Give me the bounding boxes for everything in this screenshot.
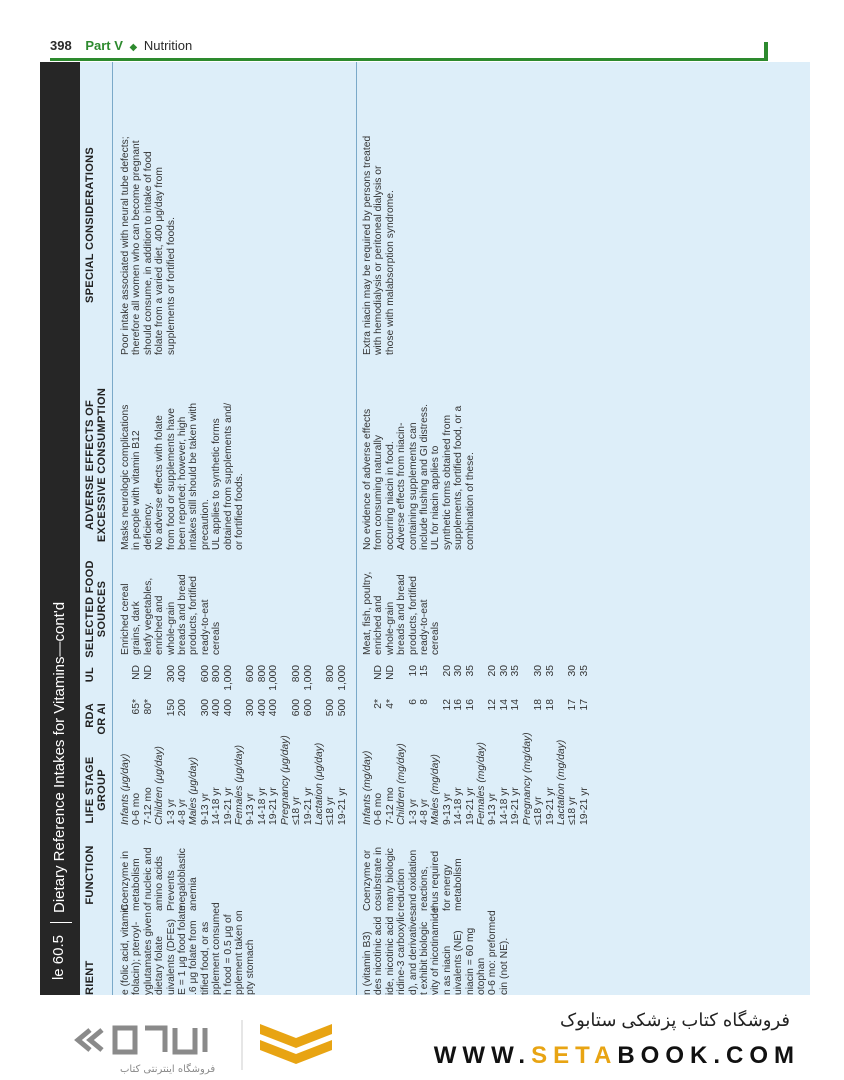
life-stage-label: Infants (μg/day) — [120, 753, 131, 825]
text-line: metabolism — [453, 858, 465, 911]
rotated-table-content — [40, 62, 810, 995]
rda-value: 400 — [268, 699, 280, 717]
table-title-bar — [40, 62, 80, 995]
text-line: 0-6 mo: preformed — [487, 910, 499, 995]
row-divider — [356, 62, 357, 995]
text-line: dietary folate — [154, 936, 166, 995]
text-line: ready-to-eat — [419, 599, 431, 655]
rda-value: 500 — [325, 699, 337, 717]
rda-row — [223, 660, 234, 825]
row1-adverse — [120, 365, 245, 550]
ul-value — [362, 665, 373, 699]
rda-row — [522, 660, 533, 825]
rda-value: 80* — [142, 699, 154, 715]
rda-row — [143, 660, 154, 825]
text-line: occurring niacin in food. — [384, 441, 396, 550]
text-line: yglutamates given — [142, 912, 154, 995]
life-stage-label: 4-8 yr — [419, 798, 431, 825]
text-line: enriched and — [154, 595, 166, 655]
rda-row — [476, 660, 487, 825]
row2-adverse — [362, 365, 476, 550]
rda-row — [291, 660, 302, 825]
rda-value: 300 — [245, 699, 257, 717]
ul-value: ND — [142, 665, 154, 680]
life-stage-label: 14-18 yr — [211, 787, 223, 825]
url-suffix: BOOK.COM — [617, 1042, 800, 1069]
life-stage-label: 19-21 yr — [222, 787, 234, 825]
rda-value: 17 — [578, 699, 590, 711]
row2-function — [362, 833, 465, 911]
life-stage-label: Lactation (mg/day) — [555, 739, 567, 825]
life-stage-label: Lactation (μg/day) — [313, 742, 325, 825]
rda-row — [556, 660, 567, 825]
rda-value — [154, 699, 165, 739]
text-line: ridine-3 carboxylic — [396, 912, 408, 995]
text-line: Meat, fish, poultry, — [362, 571, 373, 655]
text-line: pty stomach — [245, 939, 257, 995]
rda-row — [200, 660, 211, 825]
text-line: ready-to-eat — [199, 599, 211, 655]
row2-food — [362, 555, 442, 655]
rda-row — [408, 660, 419, 825]
life-stage-label: 0-6 mo — [131, 792, 143, 825]
rda-row — [131, 660, 142, 825]
text-line: pplement consumed — [211, 902, 223, 995]
text-line: des nicotinic acid — [373, 916, 385, 995]
text-line: cosubstrate in — [373, 846, 385, 911]
ul-value — [280, 665, 291, 699]
text-line: leafy vegetables, — [142, 577, 154, 655]
life-stage-label: Males (mg/day) — [430, 754, 442, 825]
store-url[interactable] — [430, 1042, 800, 1070]
text-line: uivalents (NE) — [453, 930, 465, 995]
ul-value: 35 — [510, 665, 522, 677]
text-line: Extra niacin may be required by persons treated — [362, 135, 373, 355]
rda-value — [396, 699, 407, 739]
ul-value: 20 — [441, 665, 453, 677]
rda-row — [419, 660, 430, 825]
rda-row — [430, 660, 441, 825]
ul-value: 30 — [498, 665, 510, 677]
text-line: been reported; however, high — [177, 416, 189, 550]
text-line: grains, dark — [131, 601, 143, 655]
life-stage-label: 19-21 yr — [302, 787, 314, 825]
text-line: Masks neurologic complications — [120, 404, 131, 550]
text-line: Prevents — [165, 870, 177, 911]
text-line: amino acids — [154, 856, 166, 911]
col-head-adverse: ADVERSE EFFECTS OF EXCESSIVE CONSUMPTION — [84, 387, 108, 543]
header-rule — [50, 58, 766, 61]
text-line: E = 1 μg food folate — [177, 905, 189, 995]
rda-value: 14 — [510, 699, 522, 711]
life-stage-label: 14-18 yr — [453, 787, 465, 825]
rda-row — [211, 660, 222, 825]
row1-special — [120, 80, 177, 355]
life-stage-label: ≤18 yr — [567, 796, 579, 825]
ul-value — [396, 665, 407, 699]
rda-row — [234, 660, 245, 825]
rda-row — [373, 660, 384, 825]
ul-value: 600 — [245, 665, 257, 683]
rda-value: 400 — [222, 699, 234, 717]
rda-row — [465, 660, 476, 825]
rda-row — [154, 660, 165, 825]
rda-row — [337, 660, 348, 825]
rda-value: 500 — [336, 699, 348, 717]
rda-row — [268, 660, 279, 825]
ul-value — [120, 665, 131, 699]
text-line: folacin); pteroyl- — [131, 921, 143, 995]
part-label: Part V — [85, 38, 123, 53]
life-stage-label: 1-3 yr — [165, 798, 177, 825]
life-stage-label: Children (mg/day) — [396, 743, 408, 825]
table-title: Dietary Reference Intakes for Vitamins—cont'd — [51, 601, 68, 913]
row1-rda-table — [120, 660, 348, 825]
row1-function — [120, 833, 200, 911]
ul-value: 30 — [567, 665, 579, 677]
text-line: cereals — [430, 621, 442, 655]
text-line: thus required — [430, 850, 442, 911]
rda-value: 14 — [498, 699, 510, 711]
text-line: or fortified foods. — [234, 473, 246, 550]
life-stage-label: 9-13 yr — [487, 792, 499, 825]
text-line: metabolism — [131, 858, 143, 911]
rda-value — [430, 699, 441, 739]
ul-value: 300 — [165, 665, 177, 683]
ul-value — [234, 665, 245, 699]
ul-value: 800 — [256, 665, 268, 683]
text-line: Enriched cereal — [120, 583, 131, 655]
text-line: whole-grain — [384, 601, 396, 655]
ul-value: 35 — [464, 665, 476, 677]
text-line: cereals — [211, 621, 223, 655]
ul-value — [188, 665, 199, 699]
text-line: uivalents (DFEs) — [165, 918, 177, 995]
ul-value: 400 — [177, 665, 189, 683]
ul-value: 1,000 — [222, 665, 234, 691]
ul-value — [154, 665, 165, 699]
ul-value: 800 — [211, 665, 223, 683]
rda-row — [188, 660, 199, 825]
row2-rda-table — [362, 660, 590, 825]
text-line: whole-grain — [165, 601, 177, 655]
text-line: breads and bread — [396, 574, 408, 655]
text-line: anemia — [188, 877, 200, 911]
text-line: intakes still should be taken with — [188, 402, 200, 550]
row1-nutrient — [120, 902, 257, 995]
rda-value: 12 — [487, 699, 499, 711]
rda-value: 12 — [441, 699, 453, 711]
rda-row — [453, 660, 464, 825]
text-line: niacin = 60 mg — [464, 927, 476, 995]
text-line: containing supplements can — [407, 422, 419, 550]
rda-row — [396, 660, 407, 825]
rda-value: 300 — [199, 699, 211, 717]
life-stage-label: 19-21 yr — [464, 787, 476, 825]
text-line: .6 μg folate from — [188, 920, 200, 995]
text-line: Poor intake associated with neural tube defects; — [120, 136, 131, 355]
vitamin-table — [40, 62, 810, 995]
text-line: reactions, — [419, 866, 431, 911]
rda-value: 17 — [567, 699, 579, 711]
life-stage-label: Females (mg/day) — [476, 742, 488, 825]
ul-value — [556, 665, 567, 699]
text-line: products, fortified — [188, 576, 200, 655]
rda-value: 65* — [131, 699, 143, 715]
text-line: enriched and — [373, 595, 385, 655]
ul-value: 800 — [291, 665, 303, 683]
ul-value: 30 — [533, 665, 545, 677]
rda-value — [188, 699, 199, 739]
rda-row — [257, 660, 268, 825]
text-line: n as niacin — [441, 945, 453, 995]
text-line: e (folic acid, vitamin — [120, 904, 131, 995]
col-head-ul: UL — [84, 667, 96, 683]
life-stage-label: 9-13 yr — [199, 792, 211, 825]
text-line: Adverse effects from niacin- — [396, 422, 408, 550]
ul-value: 1,000 — [302, 665, 314, 691]
rda-row — [166, 660, 177, 825]
ul-value — [476, 665, 487, 699]
text-line: should consume, in addition to intake of food — [142, 151, 154, 355]
text-line: UL applies to synthetic forms — [211, 418, 223, 550]
text-line: from consuming naturally — [373, 434, 385, 550]
rda-row — [499, 660, 510, 825]
row2-special — [362, 80, 396, 355]
life-stage-label: 14-18 yr — [256, 787, 268, 825]
ul-value: ND — [131, 665, 143, 680]
url-brand-highlight: SETA — [531, 1042, 618, 1069]
diamond-icon: ◆ — [129, 42, 138, 53]
rda-row — [120, 660, 131, 825]
text-line: h food = 0.5 μg of — [222, 914, 234, 995]
rda-value — [476, 699, 487, 739]
rda-value: 150 — [165, 699, 177, 717]
text-line: Coenzyme in — [120, 850, 131, 911]
rda-value: 400 — [256, 699, 268, 717]
life-stage-label: Infants (mg/day) — [362, 750, 373, 825]
rda-row — [314, 660, 325, 825]
rda-row — [487, 660, 498, 825]
text-line: synthetic forms obtained from — [441, 414, 453, 550]
col-head-food: SELECTED FOOD SOURCES — [84, 560, 108, 658]
text-line: for energy — [441, 864, 453, 911]
row1-food — [120, 555, 223, 655]
rda-value — [556, 699, 567, 739]
text-line: No evidence of adverse effects — [362, 408, 373, 550]
row2-nutrient — [362, 907, 510, 995]
life-stage-label: Females (μg/day) — [234, 744, 246, 825]
ul-value — [430, 665, 441, 699]
page-number: 398 — [50, 38, 72, 53]
life-stage-label: 9-13 yr — [441, 792, 453, 825]
ul-value: 1,000 — [268, 665, 280, 691]
text-line: cin (not NE). — [498, 937, 510, 995]
title-divider — [50, 922, 72, 923]
text-line: in people with vitamin B12 — [131, 430, 143, 550]
header-rule-end — [764, 42, 768, 61]
rda-value — [362, 699, 373, 739]
rda-row — [280, 660, 291, 825]
ul-value: 1,000 — [336, 665, 348, 691]
text-line: t exhibit biologic — [419, 921, 431, 995]
rda-value — [120, 699, 131, 739]
life-stage-label: 1-3 yr — [407, 798, 419, 825]
col-head-nutrient: RIENT — [84, 960, 96, 995]
rda-value: 200 — [177, 699, 189, 717]
text-line: otophan — [476, 957, 488, 995]
rda-row — [579, 660, 590, 825]
rda-value: 600 — [291, 699, 303, 717]
text-line: products, fortified — [407, 576, 419, 655]
ul-value: 35 — [544, 665, 556, 677]
ul-value: 10 — [407, 665, 419, 677]
url-prefix: WWW. — [433, 1042, 532, 1069]
life-stage-label: Pregnancy (μg/day) — [279, 735, 291, 825]
rda-value: 18 — [533, 699, 545, 711]
life-stage-label: 9-13 yr — [245, 792, 257, 825]
rda-value: 6 — [407, 699, 419, 705]
col-head-function: FUNCTION — [84, 845, 96, 905]
rda-row — [303, 660, 314, 825]
text-line: those with malabsorption syndrome. — [384, 190, 396, 355]
text-line: include flushing and GI distress. — [419, 404, 431, 550]
text-line: from food or supplements have — [165, 408, 177, 550]
text-line: breads and bread — [177, 574, 189, 655]
text-line: combination of these. — [464, 452, 476, 550]
svg-text:فروشگاه اینترنتی کتاب: فروشگاه اینترنتی کتاب — [120, 1064, 216, 1075]
text-line: pplement taken on — [234, 910, 246, 995]
rda-value: 18 — [544, 699, 556, 711]
col-head-rda: RDA OR AI — [84, 703, 108, 735]
life-stage-label: Males (μg/day) — [188, 756, 200, 825]
rda-value — [314, 699, 325, 739]
rda-value: 600 — [302, 699, 314, 717]
text-line: megaloblastic — [177, 848, 189, 911]
life-stage-label: 19-21 yr — [268, 787, 280, 825]
life-stage-label: ≤18 yr — [325, 796, 337, 825]
ul-value — [522, 665, 533, 699]
rda-value — [234, 699, 245, 739]
text-line: supplements or fortified foods. — [165, 217, 177, 355]
text-line: with hemodialysis or peritoneal dialysis or — [373, 165, 385, 355]
life-stage-label: Pregnancy (mg/day) — [521, 732, 533, 825]
text-line: tified food, or as — [199, 921, 211, 995]
rda-value — [522, 699, 533, 739]
rda-row — [545, 660, 556, 825]
life-stage-label: 7-12 mo — [142, 787, 154, 825]
life-stage-label: 14-18 yr — [498, 787, 510, 825]
ul-value: 600 — [199, 665, 211, 683]
text-line: obtained from supplements and/ — [222, 402, 234, 550]
rda-row — [362, 660, 373, 825]
life-stage-label: 4-8 yr — [177, 798, 189, 825]
life-stage-label: 19-21 yr — [510, 787, 522, 825]
rda-row — [245, 660, 256, 825]
text-line: Coenzyme or — [362, 849, 373, 911]
text-line: reduction — [396, 868, 408, 911]
rda-row — [385, 660, 396, 825]
text-line: ide, nicotinic acid — [384, 916, 396, 995]
text-line: precaution. — [199, 499, 211, 550]
setabook-logo — [60, 1010, 350, 1080]
ul-value: ND — [373, 665, 385, 680]
text-line: supplements, fortified food, or a — [453, 405, 465, 550]
rda-value — [280, 699, 291, 739]
rda-value: 400 — [211, 699, 223, 717]
life-stage-label: 19-21 yr — [578, 787, 590, 825]
rda-row — [510, 660, 521, 825]
rda-row — [533, 660, 544, 825]
rda-row — [442, 660, 453, 825]
header-divider — [112, 62, 113, 995]
text-line: many biologic — [384, 848, 396, 911]
life-stage-label: ≤18 yr — [291, 796, 303, 825]
text-line: vity of nicotinamide — [430, 907, 442, 995]
life-stage-label: 19-21 yr — [544, 787, 556, 825]
table-number: le 60.5 — [50, 935, 67, 981]
text-line: of nucleic and — [142, 847, 154, 911]
text-line: UL for niacin applies to — [430, 445, 442, 550]
section-label: Nutrition — [143, 38, 193, 53]
text-line: folate from a varied diet, 400 μg/day from — [154, 167, 166, 355]
text-line: deficiency. — [142, 502, 154, 550]
rda-value: 8 — [419, 699, 431, 705]
rda-value: 16 — [453, 699, 465, 711]
rda-value: 16 — [464, 699, 476, 711]
rda-row — [567, 660, 578, 825]
rda-value: 2* — [373, 699, 385, 709]
text-line: No adverse effects with folate — [154, 415, 166, 550]
col-head-special: SPECIAL CONSIDERATIONS — [84, 147, 96, 303]
rda-value: 4* — [384, 699, 396, 709]
life-stage-label: 19-21 yr — [336, 787, 348, 825]
text-line: n (vitamin B3) — [362, 931, 373, 995]
text-line: therefore all women who can become pregnant — [131, 140, 143, 355]
ul-value — [314, 665, 325, 699]
life-stage-label: 0-6 mo — [373, 792, 385, 825]
life-stage-label: Children (μg/day) — [154, 746, 166, 825]
rda-row — [325, 660, 336, 825]
page-header — [50, 38, 770, 58]
ul-value: 800 — [325, 665, 337, 683]
life-stage-label: ≤18 yr — [533, 796, 545, 825]
ul-value: 35 — [578, 665, 590, 677]
ul-value: 30 — [453, 665, 465, 677]
rda-row — [177, 660, 188, 825]
text-line: d), and derivatives — [407, 910, 419, 995]
ul-value: 15 — [419, 665, 431, 677]
ul-value: 20 — [487, 665, 499, 677]
text-line: and oxidation — [407, 849, 419, 911]
ul-value: ND — [384, 665, 396, 680]
life-stage-label: 7-12 mo — [384, 787, 396, 825]
store-name: فروشگاه کتاب پزشکی ستابوک — [560, 1010, 790, 1030]
col-head-life-stage: LIFE STAGE GROUP — [84, 756, 108, 824]
